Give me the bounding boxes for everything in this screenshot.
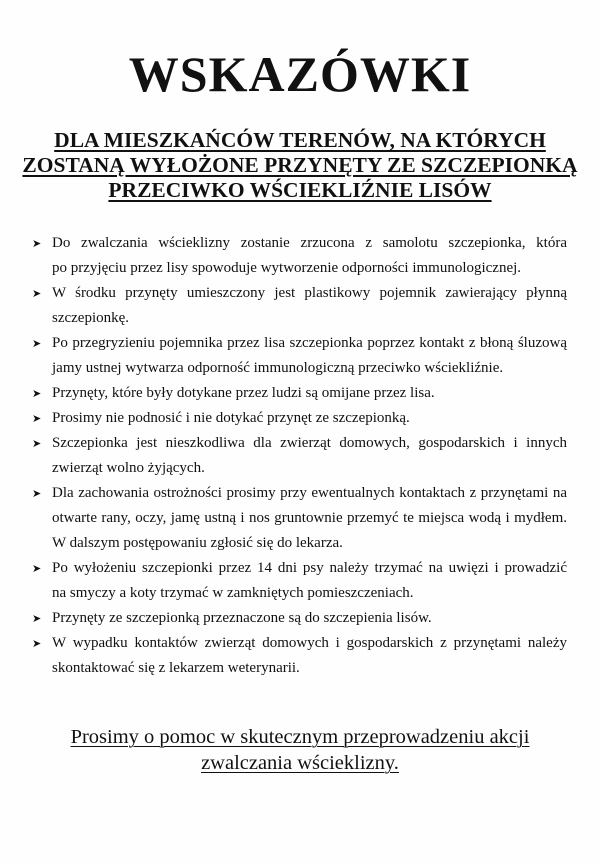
arrowhead-bullet-icon: ➤ [32, 487, 42, 500]
subtitle-line: DLA MIESZKAŃCÓW TERENÓW, NA KTÓRYCH [54, 128, 546, 152]
list-item [32, 331, 567, 381]
closing-line: zwalczania wścieklizny. [201, 752, 399, 774]
arrowhead-bullet-icon: ➤ [32, 287, 42, 300]
list-item-line: jamy ustnej wytwarza odporność immunologiczną przeciwko wściekliźnie. [52, 360, 504, 376]
list-item [32, 606, 567, 631]
page-title: WSKAZÓWKI [128, 46, 472, 102]
list-item-line: Przynęty ze szczepionką przeznaczone są do szczepienia lisów. [52, 610, 432, 626]
list-item-line: W wypadku kontaktów zwierząt domowych i gospodarskich z przynętami należy [52, 635, 567, 651]
list-item-line: otwarte rany, oczy, jamę ustną i nos gruntownie przemyć te miejsca wodą i mydłem. [52, 510, 567, 526]
list-item-line: Szczepionka jest nieszkodliwa dla zwierząt domowych, gospodarskich i innych [52, 435, 567, 451]
closing-line: Prosimy o pomoc w skutecznym przeprowadzeniu akcji [70, 726, 530, 748]
list-item-line: Przynęty, które były dotykane przez ludzi są omijane przez lisa. [52, 385, 435, 401]
list-item-line: po przyjęciu przez lisy spowoduje wytworzenie odporności immunologicznej. [52, 260, 522, 276]
list-item-line: Po wyłożeniu szczepionki przez 14 dni psy należy trzymać na uwięzi i prowadzić [52, 560, 567, 576]
list-item [32, 281, 567, 331]
list-item-line: Po przegryzieniu pojemnika przez lisa szczepionka poprzez kontakt z błoną śluzową [52, 335, 567, 351]
list-item-line: W dalszym postępowaniu zgłosić się do lekarza. [52, 535, 343, 551]
arrowhead-bullet-icon: ➤ [32, 562, 42, 575]
list-item [32, 231, 567, 281]
arrowhead-bullet-icon: ➤ [32, 612, 42, 625]
list-item [32, 431, 567, 481]
list-item-line: Dla zachowania ostrożności prosimy przy ewentualnych kontaktach z przynętami na [52, 485, 567, 501]
arrowhead-bullet-icon: ➤ [32, 387, 42, 400]
list-item-line: szczepionkę. [52, 310, 130, 326]
list-item [32, 481, 567, 556]
arrowhead-bullet-icon: ➤ [32, 337, 42, 350]
arrowhead-bullet-icon: ➤ [32, 412, 42, 425]
list-item-line: W środku przynęty umieszczony jest plastikowy pojemnik zawierający płynną [52, 285, 567, 301]
list-item [32, 631, 567, 681]
list-item-line: zwierząt wolno żyjących. [52, 460, 205, 476]
list-item [32, 556, 567, 606]
list-item [32, 381, 567, 406]
list-item-line: na smyczy a koty trzymać w zamkniętych pomieszczeniach. [52, 585, 414, 601]
page-subtitle [0, 128, 600, 203]
arrowhead-bullet-icon: ➤ [32, 237, 42, 250]
list-item [32, 406, 567, 431]
instructions-list [32, 231, 567, 681]
closing-appeal [0, 724, 600, 776]
arrowhead-bullet-icon: ➤ [32, 637, 42, 650]
list-item-line: Do zwalczania wścieklizny zostanie zrzucona z samolotu szczepionka, która [52, 235, 567, 251]
list-item-line: Prosimy nie podnosić i nie dotykać przynęt ze szczepionką. [52, 410, 410, 426]
arrowhead-bullet-icon: ➤ [32, 437, 42, 450]
subtitle-line: PRZECIWKO WŚCIEKLIŹNIE LISÓW [108, 178, 492, 202]
subtitle-line: ZOSTANĄ WYŁOŻONE PRZYNĘTY ZE SZCZEPIONKĄ [22, 153, 578, 177]
list-item-line: skontaktować się z lekarzem weterynarii. [52, 660, 300, 676]
